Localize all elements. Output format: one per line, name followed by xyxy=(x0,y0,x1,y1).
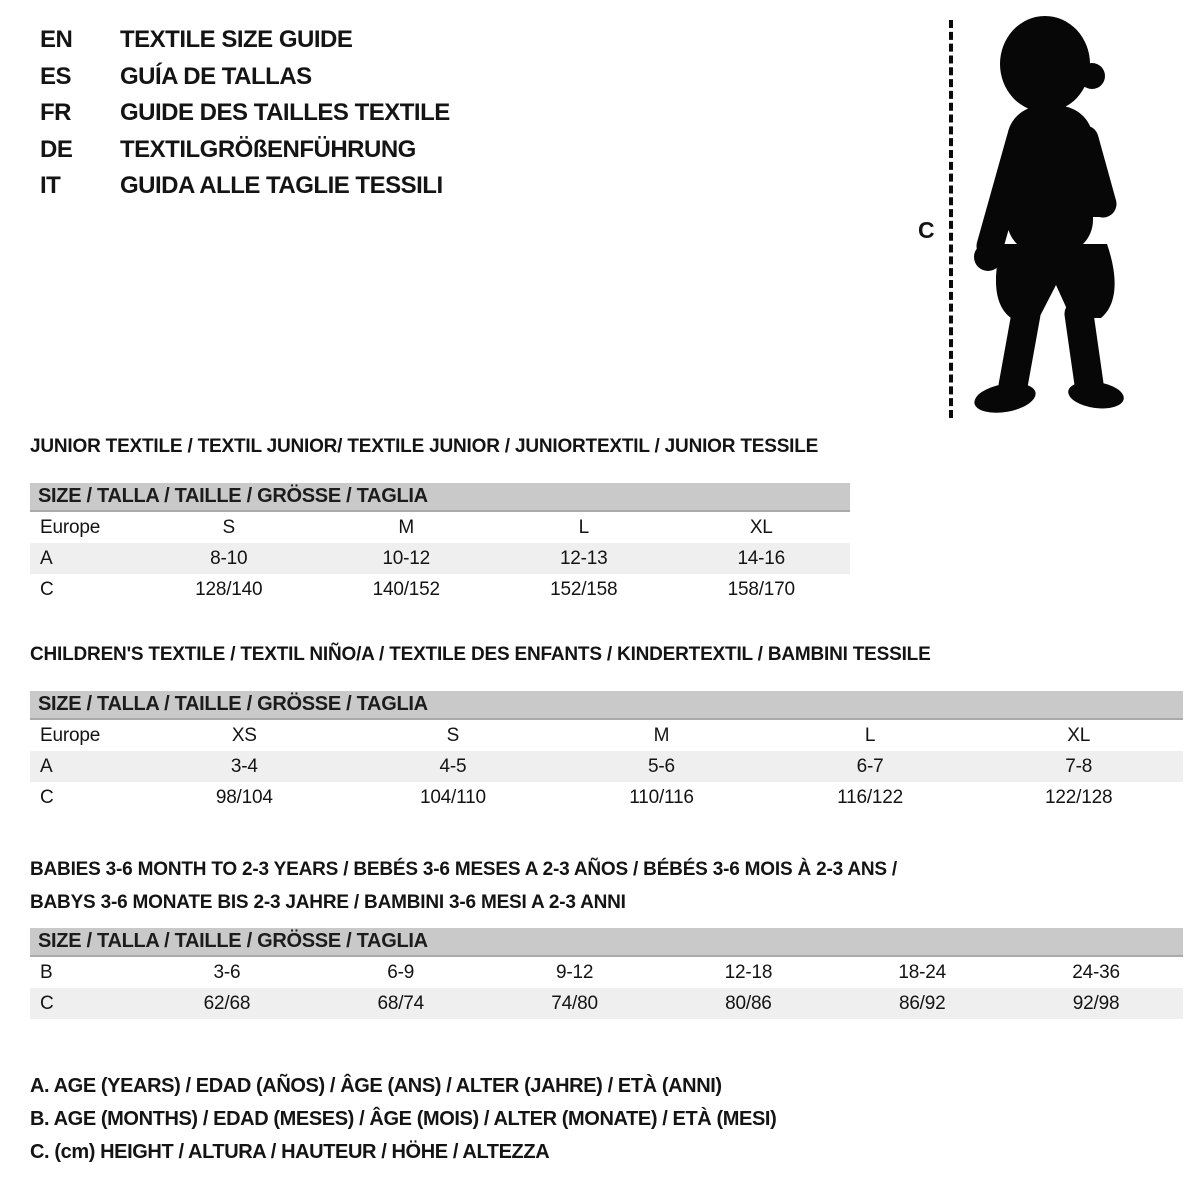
size-header-bar xyxy=(30,691,1183,720)
section-title xyxy=(30,853,1183,919)
size-value-cell: 80/86 xyxy=(725,992,772,1014)
size-value-cell: 7-8 xyxy=(1065,755,1093,777)
size-table xyxy=(30,720,1183,813)
table-row xyxy=(30,988,1183,1019)
row-label-cell: C xyxy=(40,992,54,1014)
table-row xyxy=(30,720,1183,751)
size-value-cell: 122/128 xyxy=(1045,786,1113,808)
size-value-cell: 3-4 xyxy=(230,755,258,777)
table-row xyxy=(30,957,1183,988)
table-row xyxy=(30,512,850,543)
size-value-cell: 86/92 xyxy=(898,992,946,1014)
size-value-cell: L xyxy=(864,724,876,746)
size-value-cell: XL xyxy=(749,516,773,538)
language-code: EN xyxy=(40,26,73,53)
size-value-cell: L xyxy=(578,516,589,538)
size-value-cell: 18-24 xyxy=(898,961,947,983)
size-value-cell: 5-6 xyxy=(648,755,675,777)
section-childrens-textile xyxy=(30,645,1183,813)
size-table xyxy=(30,957,1183,1019)
language-row xyxy=(40,168,450,205)
size-value-cell: 140/152 xyxy=(372,578,440,600)
size-value-cell: 10-12 xyxy=(382,547,431,569)
row-label-cell: A xyxy=(40,755,53,777)
size-value-cell: 8-10 xyxy=(210,547,248,569)
size-value-cell: XL xyxy=(1067,724,1091,746)
size-value-cell: 92/98 xyxy=(1072,992,1120,1014)
toddler-silhouette-icon xyxy=(965,14,1150,422)
language-title: TEXTILE SIZE GUIDE xyxy=(120,26,353,53)
section-title-line: JUNIOR TEXTILE / TEXTIL JUNIOR/ TEXTILE JUNIOR / JUNIORTEXTIL / JUNIOR TESSILE xyxy=(30,436,819,457)
size-value-cell: 12-18 xyxy=(724,961,773,983)
size-header-label: SIZE / TALLA / TAILLE / GRÖSSE / TAGLIA xyxy=(38,485,428,507)
size-value-cell: 12-13 xyxy=(559,547,608,569)
size-value-cell: 3-6 xyxy=(213,961,241,983)
section-title-line: CHILDREN'S TEXTILE / TEXTIL NIÑO/A / TEXTILE DES ENFANTS / KINDERTEXTIL / BAMBINI TESSILE xyxy=(30,644,931,665)
size-header-bar xyxy=(30,928,1183,957)
size-value-cell: 14-16 xyxy=(737,547,786,569)
section-title xyxy=(30,645,1183,665)
language-code: FR xyxy=(40,99,71,126)
row-label-cell: C xyxy=(40,786,54,808)
size-value-cell: 128/140 xyxy=(195,578,263,600)
section-title xyxy=(30,437,850,457)
size-value-cell: 6-7 xyxy=(856,755,884,777)
height-measure-dashed-line xyxy=(949,20,953,418)
row-label-cell: Europe xyxy=(40,516,101,538)
size-value-cell: 158/170 xyxy=(727,578,795,600)
table-row xyxy=(30,751,1183,782)
height-measure-label: C xyxy=(918,217,935,243)
section-babies-textile xyxy=(30,853,1183,1019)
section-title-line: BABYS 3-6 MONATE BIS 2-3 JAHRE / BAMBINI 3-6 MESI A 2-3 ANNI xyxy=(30,892,626,913)
legend-line: A. AGE (YEARS) / EDAD (AÑOS) / ÂGE (ANS) / ALTER (JAHRE) / ETÀ (ANNI) xyxy=(30,1075,722,1097)
size-header-label: SIZE / TALLA / TAILLE / GRÖSSE / TAGLIA xyxy=(38,693,428,715)
size-value-cell: M xyxy=(398,516,415,538)
size-value-cell: 24-36 xyxy=(1072,961,1120,983)
row-label-cell: C xyxy=(40,578,54,600)
language-row xyxy=(40,22,450,59)
measurement-legend xyxy=(30,1070,776,1169)
table-row xyxy=(30,543,850,574)
size-header-bar xyxy=(30,483,850,512)
language-code: DE xyxy=(40,135,73,163)
size-value-cell: 68/74 xyxy=(377,992,425,1014)
size-value-cell: 9-12 xyxy=(555,961,594,983)
section-title-line: BABIES 3-6 MONTH TO 2-3 YEARS / BEBÉS 3-6 MESES A 2-3 AÑOS / BÉBÉS 3-6 MOIS À 2-3 ANS / xyxy=(30,859,898,880)
size-value-cell: 116/122 xyxy=(837,786,904,808)
language-code: IT xyxy=(40,172,61,199)
language-title: GUIDE DES TAILLES TEXTILE xyxy=(120,99,450,126)
language-code: ES xyxy=(40,62,72,90)
size-header-label: SIZE / TALLA / TAILLE / GRÖSSE / TAGLIA xyxy=(38,930,428,952)
language-title: GUIDA ALLE TAGLIE TESSILI xyxy=(120,172,443,199)
size-value-cell: 6-9 xyxy=(387,961,415,983)
language-title-list xyxy=(40,22,450,205)
toddler-figure xyxy=(905,12,1195,432)
size-value-cell: S xyxy=(222,516,235,538)
row-label-cell: B xyxy=(40,961,53,983)
table-row xyxy=(30,574,850,605)
legend-line: C. (cm) HEIGHT / ALTURA / HAUTEUR / HÖHE / ALTEZZA xyxy=(30,1141,550,1163)
size-value-cell: S xyxy=(446,724,460,746)
size-value-cell: M xyxy=(653,724,670,746)
size-value-cell: 74/80 xyxy=(551,992,598,1014)
section-junior-textile xyxy=(30,437,850,605)
size-value-cell: 98/104 xyxy=(215,786,273,808)
language-title: TEXTILGRÖßENFÜHRUNG xyxy=(120,135,416,163)
language-title: GUÍA DE TALLAS xyxy=(120,62,312,90)
size-value-cell: 4-5 xyxy=(439,755,467,777)
size-value-cell: 110/116 xyxy=(629,786,694,808)
row-label-cell: Europe xyxy=(40,724,101,746)
size-table xyxy=(30,512,850,605)
size-value-cell: 62/68 xyxy=(203,992,251,1014)
size-value-cell: XS xyxy=(231,724,257,746)
size-value-cell: 104/110 xyxy=(419,786,486,808)
language-row xyxy=(40,59,450,96)
table-row xyxy=(30,782,1183,813)
legend-line: B. AGE (MONTHS) / EDAD (MESES) / ÂGE (MOIS) / ALTER (MONATE) / ETÀ (MESI) xyxy=(30,1108,777,1130)
language-row xyxy=(40,95,450,132)
size-value-cell: 152/158 xyxy=(550,578,618,600)
row-label-cell: A xyxy=(40,547,53,569)
language-row xyxy=(40,132,450,169)
